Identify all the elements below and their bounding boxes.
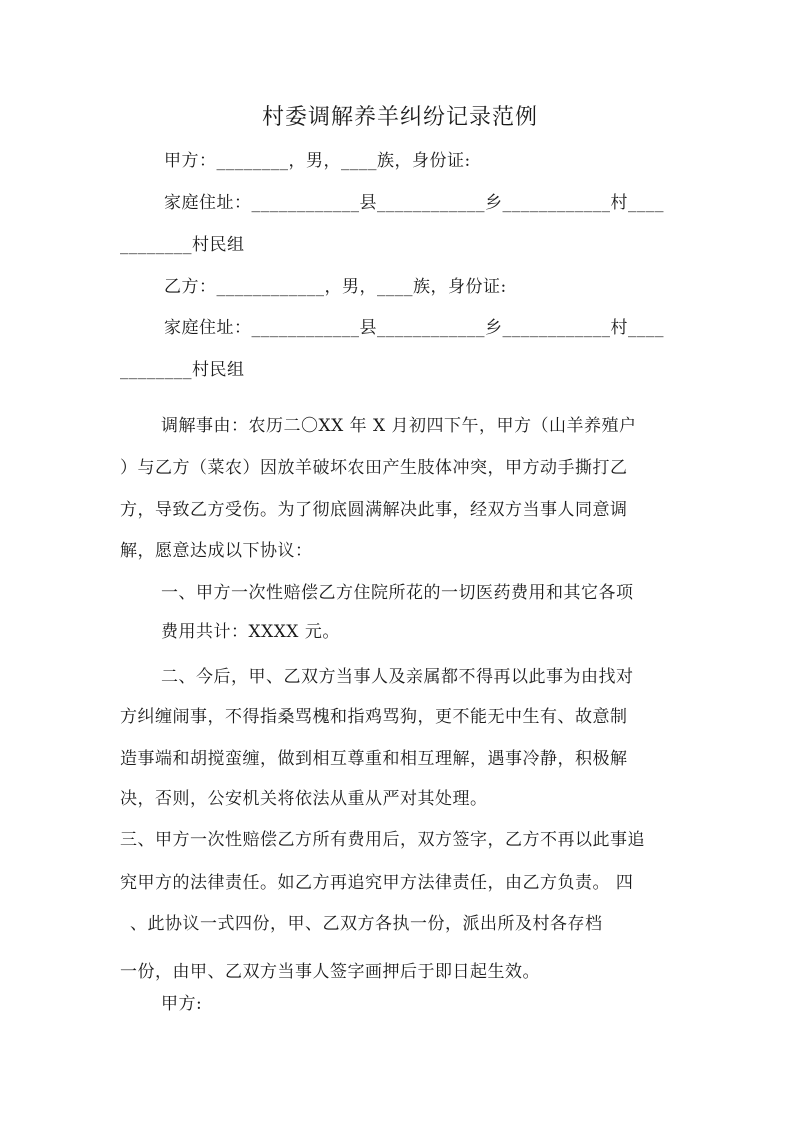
clause-2-line: 方纠缠闹事，不得指桑骂槐和指鸡骂狗，更不能无中生有、故意制 <box>120 707 628 727</box>
party-a-address-line-2: ________村民组 <box>120 235 245 255</box>
party-b-line: 乙方：____________，男，____族，身份证: <box>164 277 507 297</box>
clause-1-line: 一、甲方一次性赔偿乙方住院所花的一切医药费用和其它各项 <box>161 583 634 603</box>
clause-2-line: 决，否则，公安机关将依法从重从严对其处理。 <box>120 789 488 809</box>
clause-3-line: 一份，由甲、乙双方当事人签字画押后于即日起生效。 <box>120 962 540 982</box>
clause-3-line: 、此协议一式四份，甲、乙双方各执一份，派出所及村各存档 <box>130 914 603 934</box>
party-b-address-line-2: ________村民组 <box>120 360 245 380</box>
party-a-line: 甲方：________，男，____族，身份证: <box>164 151 471 171</box>
party-a-address-line-1: 家庭住址：____________县____________乡____________村____ <box>164 193 664 213</box>
party-b-address-line-1: 家庭住址：____________县____________乡____________村____ <box>164 318 664 338</box>
reason-line: 方，导致乙方受伤。为了彻底圆满解决此事，经双方当事人同意调 <box>120 500 628 520</box>
party-a-signature-label: 甲方: <box>161 994 203 1014</box>
clause-2-line: 造事端和胡搅蛮缠，做到相互尊重和相互理解，遇事冷静，积极解 <box>120 749 628 769</box>
reason-line: 解，愿意达成以下协议： <box>120 541 313 561</box>
reason-line: ）与乙方（菜农）因放羊破坏农田产生肢体冲突，甲方动手撕打乙 <box>120 458 628 478</box>
reason-line: 调解事由：农历二〇XX 年 X 月初四下午，甲方（山羊养殖户 <box>161 416 637 436</box>
clause-3-line: 究甲方的法律责任。如乙方再追究甲方法律责任，由乙方负责。 四 <box>120 873 634 893</box>
document-title: 村委调解养羊纠纷记录范例 <box>261 105 538 130</box>
clause-3-line: 三、甲方一次性赔偿乙方所有费用后，双方签字，乙方不再以此事追 <box>120 830 645 850</box>
clause-1-line: 费用共计：XXXX 元。 <box>161 622 340 642</box>
clause-2-line: 二、今后，甲、乙双方当事人及亲属都不得再以此事为由找对 <box>161 667 634 687</box>
